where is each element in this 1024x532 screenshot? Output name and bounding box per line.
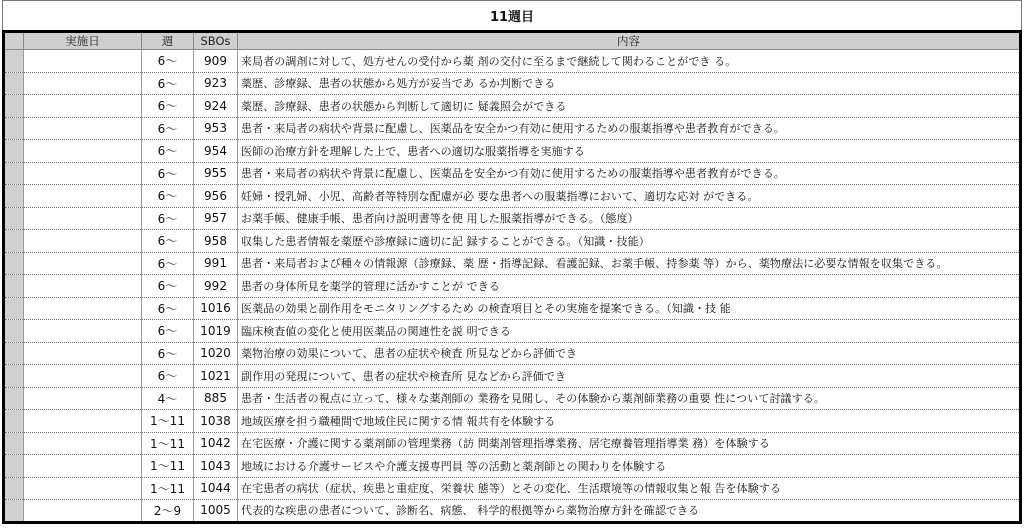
week-cell: 6〜: [142, 275, 194, 298]
table-row: [4, 207, 1021, 230]
sbo-cell: 954: [194, 140, 238, 163]
week-cell: 6〜: [142, 162, 194, 185]
date-cell[interactable]: [24, 320, 142, 343]
table-row: [4, 297, 1021, 320]
week-cell: 1〜11: [142, 455, 194, 478]
table-row: [4, 275, 1021, 298]
table-row: [4, 387, 1021, 410]
week-cell: 6〜: [142, 342, 194, 365]
week-cell: 6〜: [142, 117, 194, 140]
date-cell[interactable]: [24, 455, 142, 478]
content-cell: 薬歴、診療録、患者の状態から処方が妥当であ るか判断できる: [238, 72, 1021, 95]
week-cell: 6〜: [142, 185, 194, 208]
content-cell: お薬手帳、健康手帳、患者向け説明書等を使 用した服薬指導ができる。（態度）: [238, 207, 1021, 230]
week-cell: 6〜: [142, 365, 194, 388]
header-sbos: SBOs: [194, 32, 238, 50]
date-cell[interactable]: [24, 365, 142, 388]
week-cell: 1〜11: [142, 410, 194, 433]
row-marker: [4, 185, 24, 208]
sbo-cell: 1016: [194, 297, 238, 320]
row-marker: [4, 342, 24, 365]
schedule-sheet: [2, 0, 1022, 531]
table-row: [4, 365, 1021, 388]
sbo-cell: 1005: [194, 500, 238, 523]
table-row: [4, 342, 1021, 365]
sbo-cell: 885: [194, 387, 238, 410]
sbo-cell: 991: [194, 252, 238, 275]
date-cell[interactable]: [24, 185, 142, 208]
table-row: [4, 477, 1021, 500]
date-cell[interactable]: [24, 432, 142, 455]
row-marker: [4, 432, 24, 455]
header-date: 実施日: [24, 32, 142, 50]
row-marker: [4, 252, 24, 275]
row-marker: [4, 117, 24, 140]
table-row: [4, 185, 1021, 208]
sbo-cell: 924: [194, 95, 238, 118]
date-cell[interactable]: [24, 50, 142, 73]
date-cell[interactable]: [24, 410, 142, 433]
table-row: [4, 162, 1021, 185]
week-cell: 6〜: [142, 297, 194, 320]
row-marker: [4, 477, 24, 500]
table-row: [4, 72, 1021, 95]
content-cell: 妊婦・授乳婦、小児、高齢者等特別な配慮が必 要な患者への服薬指導において、適切な応対 ができる。: [238, 185, 1021, 208]
row-marker: [4, 500, 24, 523]
content-cell: 患者・来局者の病状や背景に配慮し、医薬品を安全かつ有効に使用するための服薬指導や患者教育ができる。: [238, 117, 1021, 140]
header-content: 内容: [238, 32, 1021, 50]
content-cell: 収集した患者情報を薬歴や診療録に適切に記 録することができる。（知識・技能）: [238, 230, 1021, 253]
sbo-cell: 1019: [194, 320, 238, 343]
content-cell: 患者の身体所見を薬学的管理に活かすことが できる: [238, 275, 1021, 298]
table-row: [4, 252, 1021, 275]
date-cell[interactable]: [24, 207, 142, 230]
week-cell: 6〜: [142, 50, 194, 73]
content-cell: 地域医療を担う職種間で地域住民に関する情 報共有を体験する: [238, 410, 1021, 433]
table-row: [4, 95, 1021, 118]
sbo-cell: 1021: [194, 365, 238, 388]
table-row: [4, 140, 1021, 163]
table-row: [4, 117, 1021, 140]
row-marker: [4, 230, 24, 253]
content-cell: 地域における介護サービスや介護支援専門員 等の活動と薬剤師との関わりを体験する: [238, 455, 1021, 478]
row-marker: [4, 140, 24, 163]
sbo-table: [2, 30, 1022, 524]
date-cell[interactable]: [24, 95, 142, 118]
row-marker: [4, 72, 24, 95]
week-cell: 6〜: [142, 207, 194, 230]
sbo-cell: 1043: [194, 455, 238, 478]
row-marker: [4, 275, 24, 298]
sbo-cell: 1044: [194, 477, 238, 500]
table-body: [4, 50, 1021, 523]
table-row: [4, 432, 1021, 455]
week-cell: 6〜: [142, 72, 194, 95]
content-cell: 医薬品の効果と副作用をモニタリングするため の検査項目とその実施を提案できる。（知識・技 能: [238, 297, 1021, 320]
content-cell: 在宅医療・介護に関する薬剤師の管理業務（訪 問薬剤管理指導業務、居宅療養管理指導業 務）を体験する: [238, 432, 1021, 455]
week-cell: 1〜11: [142, 432, 194, 455]
content-cell: 薬歴、診療録、患者の状態から判断して適切に 疑義照会ができる: [238, 95, 1021, 118]
sbo-cell: 957: [194, 207, 238, 230]
table-row: [4, 320, 1021, 343]
date-cell[interactable]: [24, 297, 142, 320]
row-marker: [4, 387, 24, 410]
week-cell: 6〜: [142, 252, 194, 275]
row-marker: [4, 207, 24, 230]
date-cell[interactable]: [24, 72, 142, 95]
content-cell: 臨床検査値の変化と使用医薬品の関連性を説 明できる: [238, 320, 1021, 343]
header-week: 週: [142, 32, 194, 50]
sbo-cell: 1038: [194, 410, 238, 433]
sbo-cell: 956: [194, 185, 238, 208]
content-cell: 副作用の発現について、患者の症状や検査所 見などから評価でき: [238, 365, 1021, 388]
table-row: [4, 455, 1021, 478]
row-marker: [4, 95, 24, 118]
row-marker: [4, 365, 24, 388]
header-mark: [4, 32, 24, 50]
row-marker: [4, 50, 24, 73]
content-cell: 患者・来局者の病状や背景に配慮し、医薬品を安全かつ有効に使用するための服薬指導や患者教育ができる。: [238, 162, 1021, 185]
week-cell: 4〜: [142, 387, 194, 410]
row-marker: [4, 410, 24, 433]
date-cell[interactable]: [24, 140, 142, 163]
sheet-title: 11週目: [2, 0, 1022, 30]
date-cell[interactable]: [24, 477, 142, 500]
table-row: [4, 500, 1021, 523]
sbo-cell: 955: [194, 162, 238, 185]
sbo-cell: 953: [194, 117, 238, 140]
table-row: [4, 50, 1021, 73]
table-row: [4, 410, 1021, 433]
sbo-cell: 992: [194, 275, 238, 298]
sbo-cell: 1042: [194, 432, 238, 455]
content-cell: 来局者の調剤に対して、処方せんの受付から薬 剤の交付に至るまで継続して関わることができ る。: [238, 50, 1021, 73]
row-marker: [4, 297, 24, 320]
date-cell[interactable]: [24, 387, 142, 410]
week-cell: 6〜: [142, 320, 194, 343]
sbo-cell: 958: [194, 230, 238, 253]
date-cell[interactable]: [24, 162, 142, 185]
row-marker: [4, 455, 24, 478]
week-cell: 6〜: [142, 95, 194, 118]
week-cell: 1〜11: [142, 477, 194, 500]
date-cell[interactable]: [24, 230, 142, 253]
date-cell[interactable]: [24, 500, 142, 523]
date-cell[interactable]: [24, 252, 142, 275]
sbo-cell: 909: [194, 50, 238, 73]
header-row: [4, 32, 1021, 50]
week-cell: 2〜9: [142, 500, 194, 523]
content-cell: 在宅患者の病状（症状、疾患と重症度、栄養状 態等）とその変化、生活環境等の情報収集と報 告を体験する: [238, 477, 1021, 500]
sbo-cell: 1020: [194, 342, 238, 365]
row-marker: [4, 162, 24, 185]
content-cell: 医師の治療方針を理解した上で、患者への適切な服薬指導を実施する: [238, 140, 1021, 163]
date-cell[interactable]: [24, 342, 142, 365]
sbo-cell: 923: [194, 72, 238, 95]
row-marker: [4, 320, 24, 343]
week-cell: 6〜: [142, 230, 194, 253]
date-cell[interactable]: [24, 117, 142, 140]
date-cell[interactable]: [24, 275, 142, 298]
content-cell: 患者・生活者の視点に立って、様々な薬剤師の 業務を見聞し、その体験から薬剤師業務の重要 性について討議する。: [238, 387, 1021, 410]
content-cell: 薬物治療の効果について、患者の症状や検査 所見などから評価でき: [238, 342, 1021, 365]
week-cell: 6〜: [142, 140, 194, 163]
content-cell: 代表的な疾患の患者について、診断名、病態、 科学的根拠等から薬物治療方針を確認できる: [238, 500, 1021, 523]
content-cell: 患者・来局者および種々の情報源（診療録、薬 歴・指導記録、看護記録、お薬手帳、持参薬 等）から、薬物療法に必要な情報を収集できる。: [238, 252, 1021, 275]
table-row: [4, 230, 1021, 253]
